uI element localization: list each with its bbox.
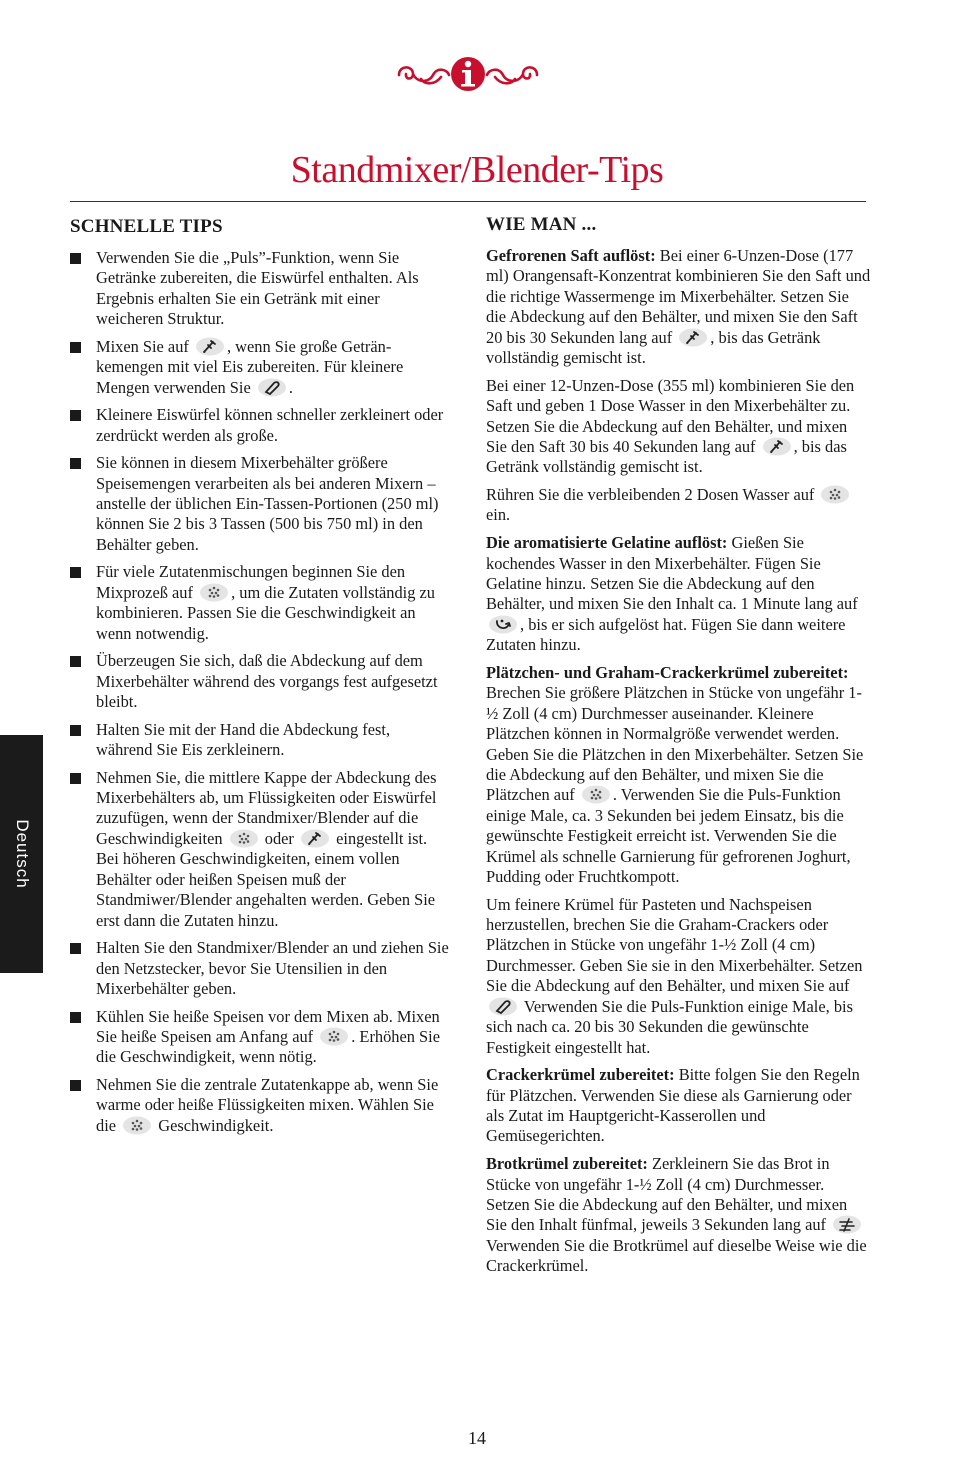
paragraph-bread-crumbs: Brotkrümel zubereitet: Zerkleinern Sie das Brot in Stücke von ungefähr 1-½ Zoll (4 cm) Durchmesser. Setzen Sie die Abdeckung auf den Behälter, und mixen Sie den Inhalt fünfmal, jeweils 3 Sekunden lang auf Verwenden Sie die Brotkrümel auf dieselbe Weise wie die Crackerkrümel. xyxy=(486,1154,867,1276)
language-tab-label: Deutsch xyxy=(12,819,32,889)
stir-speed-icon xyxy=(229,829,259,848)
stir-speed-icon xyxy=(122,1116,152,1135)
list-item: Überzeugen Sie sich, daß die Abdeckung auf dem Mixerbehälter während des vorgangs fest aufgesetzt bleibt. xyxy=(70,651,450,712)
bullet-square-icon xyxy=(70,253,81,264)
bullet-square-icon xyxy=(70,1080,81,1091)
list-item: Kühlen Sie heiße Speisen vor dem Mixen ab. Mixen Sie heiße Speisen am Anfang auf . Erhöhen Sie die Geschwindigkeit, wenn nötig. xyxy=(70,1007,450,1068)
info-ornament-icon xyxy=(395,55,541,93)
quick-tips-heading: SCHNELLE TIPS xyxy=(70,216,223,237)
how-to-heading: WIE MAN ... xyxy=(486,214,597,235)
how-to-column xyxy=(486,214,871,1284)
stir-speed-icon xyxy=(581,785,611,804)
bullet-square-icon xyxy=(70,943,81,954)
ice-crush-speed-icon xyxy=(300,829,330,848)
list-item: Sie können in diesem Mixerbehälter größere Speisemengen verarbeiten als bei anderen Mixern – anstelle der üblichen Ein-Tassen-Portionen (250 ml) können Sie 2 bis 3 Tassen (500 bis 750 ml) in den Behälter geben. xyxy=(70,453,450,555)
list-item: Verwenden Sie die „Puls”-Funktion, wenn Sie Getränke zubereiten, die Eiswürfel enthalten. Als Ergebnis erhalten Sie ein Getränk mit einer weicheren Struktur. xyxy=(70,248,450,330)
stir-speed-icon xyxy=(820,485,850,504)
bullet-square-icon xyxy=(70,773,81,784)
chop-speed-icon xyxy=(488,997,518,1016)
paragraph-12oz-can: Bei einer 12-Unzen-Dose (355 ml) kombinieren Sie den Saft und geben 1 Dose Wasser in den Mixerbehälter zu. Setzen Sie die Abdeckung auf den Behälter, und mixen Sie den Saft 30 bis 40 Sekunden lang auf , bis das Getränk vollständig gemischt ist. xyxy=(486,375,855,477)
list-item: Kleinere Eiswürfel können schneller zerkleinert oder zerdrückt werden als große. xyxy=(70,405,450,446)
paragraph-cookie-crumbs: Plätzchen- und Graham-Crackerkrümel zubereitet: Brechen Sie größere Plätzchen in Stücke von ungefähr 1-½ Zoll (4 cm) Durchmesser auseinander. Kleinere Plätzchen können in Normalgröße verwendet werden. Geben Sie die Plätzchen in den Mixerbehälter. Setzen Sie die Abdeckung auf den Behälter, und mixen Sie die Plätzchen auf . Verwenden Sie die Puls-Funktion einige Male, ca. 3 Sekunden bei jedem Einsatz, bis die gewünschte Festigkeit erreicht ist. Verwenden Sie die Krümel als schnelle Garnierung für gefrorenen Joghurt, Pudding oder Fruchtkompott. xyxy=(486,662,864,886)
page-title: Standmixer/Blender-Tips xyxy=(290,149,664,191)
paragraph-remaining-water: Rühren Sie die verbleibenden 2 Dosen Wasser auf ein. xyxy=(486,485,871,526)
list-item: Halten Sie den Standmixer/Blender an und ziehen Sie den Netzstecker, bevor Sie Utensilien in den Mixerbehälter geben. xyxy=(70,938,450,999)
ice-crush-speed-icon xyxy=(195,337,225,356)
list-item: Mixen Sie auf , wenn Sie große Getränkemengen mit viel Eis zubereiten. Für kleinere Mengen verwenden Sie . xyxy=(70,337,450,398)
list-item: Nehmen Sie die zentrale Zutatenkappe ab, wenn Sie warme oder heiße Flüssigkeiten mixen. Wählen Sie die Geschwindigkeit. xyxy=(70,1075,450,1136)
chop-speed-icon xyxy=(257,378,287,397)
bullet-square-icon xyxy=(70,567,81,578)
quick-tips-list xyxy=(70,248,450,1136)
ice-crush-speed-icon xyxy=(678,328,708,347)
bullet-square-icon xyxy=(70,342,81,353)
page-number: 14 xyxy=(468,1428,486,1448)
bullet-square-icon xyxy=(70,656,81,667)
stir-speed-icon xyxy=(319,1027,349,1046)
bullet-square-icon xyxy=(70,410,81,421)
paragraph-cracker-crumbs: Crackerkrümel zubereitet: Bitte folgen Sie den Regeln für Plätzchen. Verwenden Sie diese als Garnierung oder als Zutat im Hauptgericht-Kasserollen und Gemüsegerichten. xyxy=(486,1065,860,1146)
bullet-square-icon xyxy=(70,1012,81,1023)
paragraph-frozen-juice: Gefrorenen Saft auflöst: Bei einer 6-Unzen-Dose (177 ml) Orangensaft-Konzentrat kombinieren Sie den Saft und die richtige Wassermenge im Mixerbehälter. Setzen Sie die Abdeckung auf den Behälter, und mixen Sie den Saft 20 bis 30 Sekunden lang auf , bis das Getränk vollständig gemischt ist. xyxy=(486,246,871,368)
paragraph-fine-crumbs: Um feinere Krümel für Pasteten und Nachspeisen herzustellen, brechen Sie die Graham-Crackers oder Plätzchen in Stücke von ungefähr 1-½ Zoll (4 cm) Durchmesser. Geben Sie sie in den Mixerbehälter. Setzen Sie die Abdeckung auf den Behälter, und mixen Sie auf Verwenden Sie die Puls-Funktion einige Male, bis sich nach ca. 20 bis 30 Sekunden die gewünschte Festigkeit eingestellt hat. xyxy=(486,894,863,1057)
language-tab xyxy=(0,735,43,973)
mix-speed-icon xyxy=(832,1215,862,1234)
bullet-square-icon xyxy=(70,458,81,469)
bullet-square-icon xyxy=(70,725,81,736)
paragraph-gelatine: Die aromatisierte Gelatine auflöst: Gießen Sie kochendes Wasser in den Mixerbehälter. Fügen Sie Gelatine hinzu. Setzen Sie die Abdeckung auf den Behälter, und mixen Sie den Inhalt ca. 1 Minute lang auf , bis er sich aufgelöst hat. Fügen Sie dann weitere Zutaten hinzu. xyxy=(486,533,858,655)
list-item: Halten Sie mit der Hand die Abdeckung fest, während Sie Eis zerkleinern. xyxy=(70,720,450,761)
list-item: Nehmen Sie, die mittlere Kappe der Abdeckung des Mixerbehälters ab, um Flüssigkeiten oder Eiswürfel zuzufügen, wenn der Standmixer/Blender auf die Geschwindigkeiten oder eingestellt ist. Bei höheren Geschwindigkeiten, einem vollen Behälter oder heißen Speisen muß der Standmiwer/Blender angehalten werden. Geben Sie erst dann die Zutaten hinzu. xyxy=(70,768,450,931)
ice-crush-speed-icon xyxy=(762,437,792,456)
stir-speed-icon xyxy=(199,583,229,602)
title-divider xyxy=(70,201,866,202)
list-item: Für viele Zutatenmischungen beginnen Sie den Mixprozeß auf , um die Zutaten vollständig zu kombinieren. Passen Sie die Geschwindigkeit an wenn notwendig. xyxy=(70,562,450,644)
liquefy-speed-icon xyxy=(488,615,518,634)
quick-tips-column xyxy=(70,216,450,1143)
